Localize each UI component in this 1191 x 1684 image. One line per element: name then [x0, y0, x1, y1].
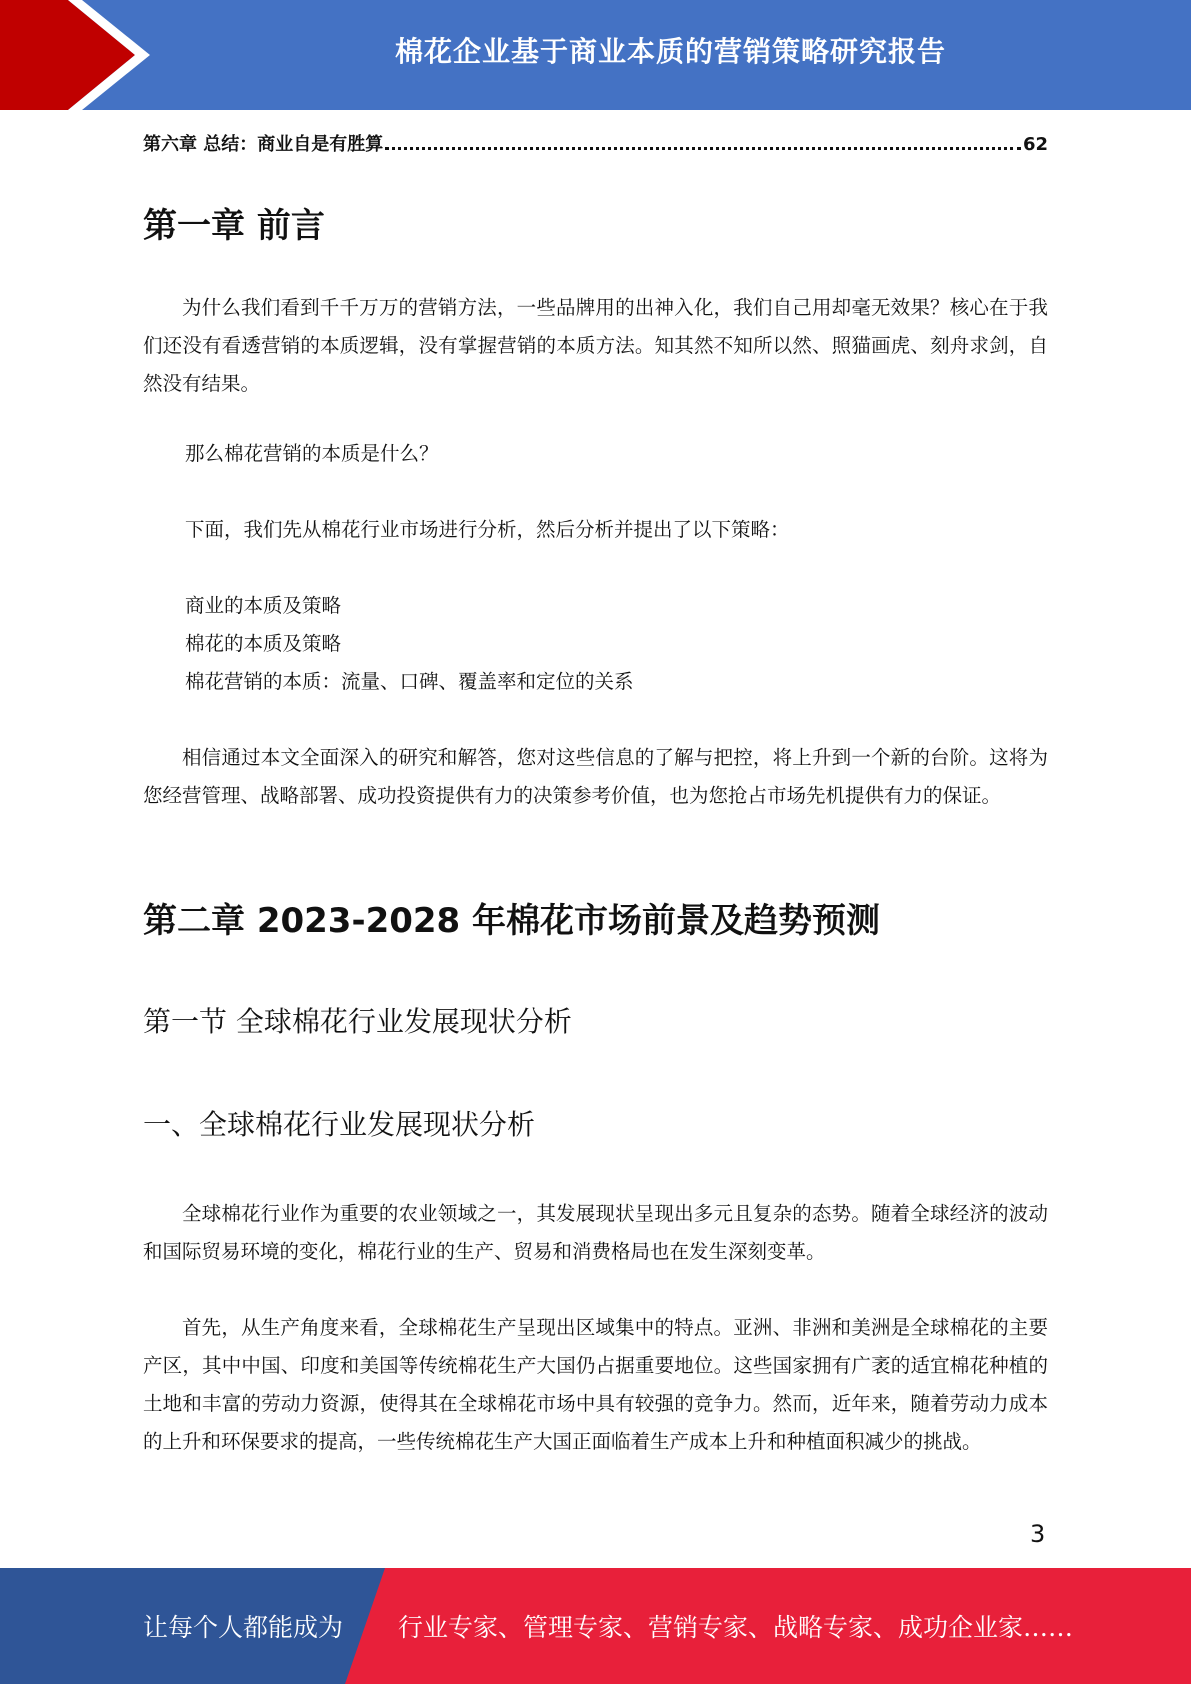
subsection-heading: 一、全球棉花行业发展现状分析	[143, 1108, 536, 1141]
toc-entry-label: 第六章 总结：商业自是有胜算	[143, 134, 384, 155]
footer-band	[0, 1568, 1191, 1684]
chapter1-paragraph-1: 为什么我们看到千千万万的营销方法，一些品牌用的出神入化，我们自己用却毫无效果？核心在于我们还没有看透营销的本质逻辑，没有掌握营销的本质方法。知其然不知所以然、照猫画虎、刻舟求剑，自然没有结果。	[143, 296, 1048, 395]
footer-slogan-left: 让每个人都能成为	[143, 1613, 344, 1642]
strategy-list-item: 棉花的本质及策略	[185, 632, 342, 655]
chapter1-paragraph-4: 相信通过本文全面深入的研究和解答，您对这些信息的了解与把控，将上升到一个新的台阶。这将为您经营管理、战略部署、成功投资提供有力的决策参考价值，也为您抢占市场先机提供有力的保证。	[143, 746, 1048, 807]
toc-entry[interactable]	[143, 130, 1048, 158]
page-number: 3	[1030, 1520, 1046, 1548]
chapter2-paragraph-1: 全球棉花行业作为重要的农业领域之一，其发展现状呈现出多元且复杂的态势。随着全球经济的波动和国际贸易环境的变化，棉花行业的生产、贸易和消费格局也在发生深刻变革。	[143, 1202, 1048, 1263]
header-band	[0, 0, 1191, 110]
chapter1-paragraph-2: 那么棉花营销的本质是什么？	[185, 442, 439, 465]
chapter2-heading: 第二章 2023-2028 年棉花市场前景及趋势预测	[143, 901, 881, 941]
chapter1-paragraph-3: 下面，我们先从棉花行业市场进行分析，然后分析并提出了以下策略：	[185, 518, 790, 541]
strategy-list-item: 商业的本质及策略	[185, 594, 342, 617]
document-title: 棉花企业基于商业本质的营销策略研究报告	[394, 35, 946, 68]
footer-slogan-right: 行业专家、管理专家、营销专家、战略专家、成功企业家……	[398, 1613, 1074, 1642]
chapter2-paragraph-2: 首先，从生产角度来看，全球棉花生产呈现出区域集中的特点。亚洲、非洲和美洲是全球棉花的主要产区，其中中国、印度和美国等传统棉花生产大国仍占据重要地位。这些国家拥有广袤的适宜棉花种植的土地和丰富的劳动力资源，使得其在全球棉花市场中具有较强的竞争力。然而，近年来，随着劳动力成本的上升和环保要求的提高，一些传统棉花生产大国正面临着生产成本上升和种植面积减少的挑战。	[143, 1316, 1048, 1453]
section-heading: 第一节 全球棉花行业发展现状分析	[143, 1005, 572, 1038]
toc-leader-dots	[385, 133, 1021, 150]
chapter1-heading: 第一章 前言	[143, 206, 325, 246]
toc-entry-page: 62	[1022, 134, 1048, 155]
strategy-list-item: 棉花营销的本质：流量、口碑、覆盖率和定位的关系	[185, 670, 634, 693]
header-chevron-decoration	[0, 0, 160, 110]
